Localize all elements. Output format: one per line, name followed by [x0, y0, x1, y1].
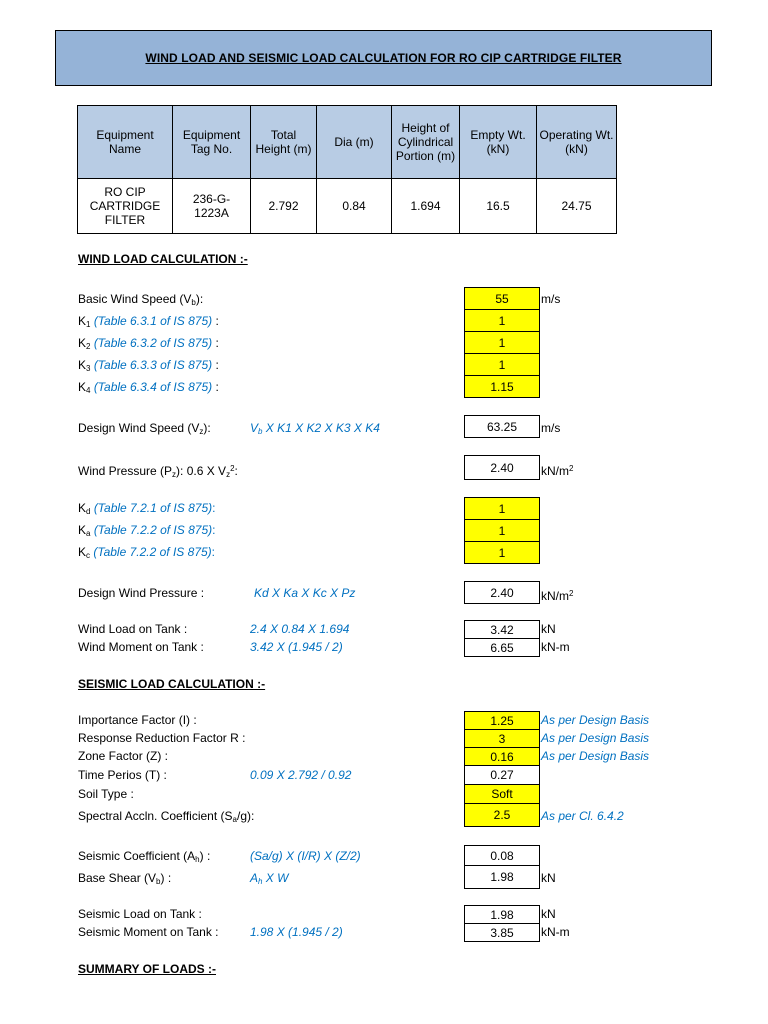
header-cyl-height: Height of Cylindrical Portion (m) — [392, 106, 460, 179]
k1-label: $K_1$ (Table 6.3.1 of IS 875) : — [78, 314, 219, 329]
seismic-moment-value: 3.85 — [464, 923, 540, 942]
cell-empty-wt: 16.5 — [460, 179, 537, 234]
kc-label: $K_c$ (Table 7.2.2 of IS 875): — [78, 545, 216, 560]
table-row — [78, 179, 617, 234]
response-reduction-value[interactable]: 3 — [464, 729, 540, 748]
seismic-moment-formula: 1.98 X (1.945 / 2) — [250, 925, 343, 939]
wind-load-label: Wind Load on Tank : — [78, 622, 188, 636]
kd-value[interactable]: 1 — [464, 497, 540, 520]
time-period-value: 0.27 — [464, 765, 540, 785]
design-wind-pressure-value: 2.40 — [464, 581, 540, 604]
design-wind-speed-label: Design Wind Speed $(V_z)$: — [78, 421, 211, 436]
k4-label: $K_4$ (Table 6.3.4 of IS 875) : — [78, 380, 219, 395]
zone-factor-note: As per Design Basis — [541, 749, 650, 763]
cell-total-height: 2.792 — [251, 179, 317, 234]
importance-factor-note: As per Design Basis — [541, 713, 650, 727]
wind-section-heading: WIND LOAD CALCULATION :- — [78, 252, 248, 266]
header-dia: Dia (m) — [317, 106, 392, 179]
k4-value[interactable]: 1.15 — [464, 375, 540, 398]
importance-factor-value[interactable]: 1.25 — [464, 711, 540, 730]
basic-wind-speed-value[interactable]: 55 — [464, 287, 540, 310]
zone-factor-value[interactable]: 0.16 — [464, 747, 540, 766]
k3-label: $K_3$ (Table 6.3.3 of IS 875) : — [78, 358, 219, 373]
soil-type-label: Soil Type : — [78, 787, 134, 801]
design-wind-speed-unit: m/s — [541, 421, 561, 435]
header-empty-wt: Empty Wt. (kN) — [460, 106, 537, 179]
seismic-coefficient-label: Seismic Coefficient $(A_h)$ : — [78, 849, 211, 864]
base-shear-label: Base Shear $(V_b)$ : — [78, 871, 172, 886]
cell-cyl-height: 1.694 — [392, 179, 460, 234]
k3-value[interactable]: 1 — [464, 353, 540, 376]
kc-value[interactable]: 1 — [464, 541, 540, 564]
header-total-height: Total Height (m) — [251, 106, 317, 179]
header-operating-wt: Operating Wt. (kN) — [537, 106, 617, 179]
ka-value[interactable]: 1 — [464, 519, 540, 542]
seismic-load-value: 1.98 — [464, 905, 540, 924]
wind-moment-value: 6.65 — [464, 638, 540, 657]
soil-type-value[interactable]: Soft — [464, 784, 540, 804]
design-wind-pressure-label: Design Wind Pressure : — [78, 586, 205, 600]
seismic-load-unit: kN — [541, 907, 556, 921]
wind-load-formula: 2.4 X 0.84 X 1.694 — [250, 622, 350, 636]
wind-load-unit: kN — [541, 622, 556, 636]
seismic-load-label: Seismic Load on Tank : — [78, 907, 202, 921]
wind-moment-unit: kN-m — [541, 640, 570, 654]
wind-moment-label: Wind Moment on Tank : — [78, 640, 204, 654]
seismic-moment-unit: kN-m — [541, 925, 570, 939]
wind-pressure-label: Wind Pressure $(P_z)$: 0.6 X $V_z^2$: — [78, 464, 238, 479]
cell-equipment-name: RO CIP CARTRIDGE FILTER — [78, 179, 173, 234]
kd-label: $K_d$ (Table 7.2.1 of IS 875): — [78, 501, 216, 516]
basic-wind-speed-unit: m/s — [541, 292, 561, 306]
wind-load-value: 3.42 — [464, 620, 540, 639]
time-period-label: Time Perios (T) : — [78, 768, 167, 782]
base-shear-value: 1.98 — [464, 865, 540, 889]
wind-moment-formula: 3.42 X (1.945 / 2) — [250, 640, 343, 654]
k1-value[interactable]: 1 — [464, 309, 540, 332]
cell-dia: 0.84 — [317, 179, 392, 234]
seismic-moment-label: Seismic Moment on Tank : — [78, 925, 219, 939]
seismic-coefficient-value: 0.08 — [464, 845, 540, 866]
header-equipment-tag: Equipment Tag No. — [173, 106, 251, 179]
response-reduction-label: Response Reduction Factor R : — [78, 731, 246, 745]
page-title: WIND LOAD AND SEISMIC LOAD CALCULATION FOR RO CIP CARTRIDGE FILTER — [145, 51, 622, 65]
ka-label: $K_a$ (Table 7.2.2 of IS 875): — [78, 523, 216, 538]
spectral-coefficient-label: Spectral Accln. Coefficient $(S_a/g)$: — [78, 809, 255, 824]
zone-factor-label: Zone Factor (Z) : — [78, 749, 169, 763]
k2-value[interactable]: 1 — [464, 331, 540, 354]
seismic-coefficient-formula: (Sa/g) X (I/R) X (Z/2) — [250, 849, 361, 863]
wind-pressure-value: 2.40 — [464, 455, 540, 480]
table-header-row — [78, 106, 617, 179]
summary-section-heading: SUMMARY OF LOADS :- — [78, 962, 216, 976]
design-wind-speed-formula: $V_b$ X K1 X K2 X K3 X K4 — [250, 421, 380, 436]
spectral-coefficient-note: As per Cl. 6.4.2 — [541, 809, 624, 823]
wind-pressure-unit: $kN/m^2$ — [541, 464, 574, 478]
design-wind-speed-value: 63.25 — [464, 415, 540, 438]
header-equipment-name: Equipment Name — [78, 106, 173, 179]
seismic-section-heading: SEISMIC LOAD CALCULATION :- — [78, 677, 266, 691]
design-wind-pressure-unit: $kN/m^2$ — [541, 589, 574, 603]
base-shear-formula: $A_h$ X W — [250, 871, 289, 886]
time-period-formula: 0.09 X 2.792 / 0.92 — [250, 768, 352, 782]
response-reduction-note: As per Design Basis — [541, 731, 650, 745]
design-wind-pressure-formula: Kd X Ka X Kc X Pz — [254, 586, 356, 600]
cell-operating-wt: 24.75 — [537, 179, 617, 234]
importance-factor-label: Importance Factor (I) : — [78, 713, 197, 727]
spectral-coefficient-value[interactable]: 2.5 — [464, 803, 540, 827]
equipment-table — [77, 105, 617, 234]
base-shear-unit: kN — [541, 871, 556, 885]
page-title-banner — [55, 30, 712, 86]
cell-equipment-tag: 236-G-1223A — [173, 179, 251, 234]
basic-wind-speed-label: Basic Wind Speed $(V_b)$: — [78, 292, 204, 307]
k2-label: $K_2$ (Table 6.3.2 of IS 875) : — [78, 336, 219, 351]
